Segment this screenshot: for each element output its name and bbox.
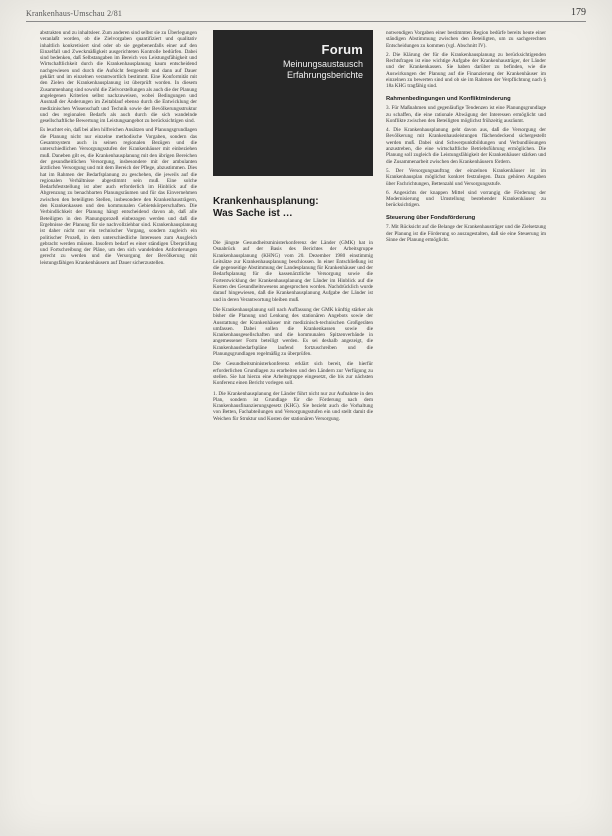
- paragraph: Es leuchtet ein, daß bei allen hilfreichen Ansätzen und Planungsgrundlagen die Planung nicht nur einzelne methodische Vorgaben, sondern das Gesamtsystem auch in seinen regionalen Bezügen und die unterschiedlichen Versorgungsstufen der Krankenhäuser mit einbeziehen muß. Daneben gilt es, die Krankenhausplanung mit den übrigen Bereichen der gesundheitlichen Versorgung, insbesondere mit der ambulanten ärztlichen Versorgung und mit dem Bereich der Pflege, abzustimmen. Dies hat im Rahmen der Bedarfsplanung zu geschehen, die jeweils auf die regionalen Verhältnisse abgestimmt sein muß. Eine solche Bedarfsfeststellung ist aber auch erforderlich im Hinblick auf die Abgrenzung zu benachbarten Planungsräumen und für das Einvernehmen zwischen den beteiligten Stellen, insbesondere den Krankenhausträgern, den Krankenkassen und den kommunalen Gebietskörperschaften. Die Verbindlichkeit der Planung hängt entscheidend davon ab, daß alle Beteiligten in den Planungsprozeß einbezogen werden und daß die Ergebnisse der Planung für sie nachvollziehbar sind. Krankenhausplanung ist daher nicht nur ein technischer Vorgang, sondern zugleich ein politischer Prozeß, in dem unterschiedliche Interessen zum Ausgleich gebracht werden müssen. Insofern bedarf es einer ständigen Überprüfung und Fortschreibung der Pläne, um den sich wandelnden Anforderungen gerecht zu werden und die Versorgung der Bevölkerung mit leistungsfähigen Krankenhäusern auf Dauer sicherzustellen.: [40, 127, 197, 266]
- forum-subtitle-1: Meinungsaustausch: [282, 59, 363, 69]
- text-column-middle: [213, 240, 373, 422]
- paragraph: 1. Die Krankenhausplanung der Länder führt nicht nur zur Aufnahme in den Plan, sondern ist Grundlage für die Förderung nach dem Krankenhausfinanzierungsgesetz (KHG). Sie bezieht auch die Vorhaltung von Betten, Fachabteilungen und Versorgungsstufen ein und stellt damit die Weichen für Struktur und Kosten der stationären Versorgung.: [213, 390, 373, 422]
- paragraph: notwendigen Vorgaben einer bestimmten Region bedürfe bereits heute einer ständigen Abstimmung zwischen den Beteiligten, um zu sachgerechten Entscheidungen zu kommen (vgl. Abschnitt IV).: [386, 30, 546, 49]
- header-rule: [26, 21, 586, 22]
- paragraph: abstrakten und zu inhaltsleer. Zum anderen sind selbst sie zu Überlegungen veranlaßt worden, ob die Zielvorgaben quantifiziert und qualitativ inhaltlich konkretisiert sind oder ob sie gegebenenfalls einer auf den Einzelfall und Zweckmäßigkeit ausgerichteten Kontrolle bedürfen. Dabei sind bedenken, daß Selbstangaben im Bereich von Leistungsfähigkeit und Wirtschaftlichkeit durch die Krankenhausplanung kaum entscheidend nachgewiesen und durch die Aufsicht festgestellt und dann auf Dauer geklärt und im einzelnen verantwortlich bestimmt. Eine Konformität mit den Zielen der Krankenhausplanung ist überprüft worden. In diesem Zusammenhang sind sowohl die Zielvorstellungen als auch die der Planung angelegenen Kriterien selbst nachzuweisen, wobei Bedingungen und Ausmaß der Änderungen im Zeitablauf ebenso durch die Entwicklung der medizinischen Wissenschaft und Technik sowie der Bevölkerungsstruktur und des regionalen Bedarfs als auch durch die sich wandelnde gesellschaftliche Bewertung im Leistungsangebot zu berücksichtigen sind.: [40, 30, 197, 125]
- paragraph: 4. Die Krankenhausplanung geht davon aus, daß die Versorgung der Bevölkerung mit Krankenhausleistungen flächendeckend sichergestellt werden muß. Dabei sind Schwerpunktbildungen und Verbundlösungen anzustreben, die eine wirtschaftliche Betriebsführung ermöglichen. Die Planung soll zugleich die Leistungsfähigkeit der Krankenhäuser stärken und die Zusammenarbeit zwischen den Krankenhäusern fördern.: [386, 127, 546, 165]
- paragraph: 3. Für Maßnahmen und gegenläufige Tendenzen ist eine Planungsgrundlage zu schaffen, die eine rationale Abwägung der Interessen ermöglicht und Konflikte zwischen den Beteiligten möglichst frühzeitig ausräumt.: [386, 105, 546, 124]
- article-title: [213, 196, 373, 220]
- article-title-line-2: Was Sache ist …: [213, 208, 293, 219]
- forum-banner: [213, 30, 373, 176]
- journal-name: Krankenhaus-Umschau 2/81: [26, 9, 123, 18]
- paragraph: 6. Angesichts der knappen Mittel sind vorrangig die Förderung der Modernisierung und Umstellung bestehender Krankenhäuser zu berücksichtigen.: [386, 189, 546, 209]
- paragraph: Die jüngste Gesundheitsministerkonferenz der Länder (GMK) hat in Osnabrück auf der Basis des Berichtes der Arbeitsgruppe Krankenhausplanung (KHNG) vom 20. Dezember 1980 einstimmig Leitsätze zur Krankenhausplanung beschlossen. In einer Entschließung ist die gegenseitige Abstimmung der Landesplanung für Krankenhäuser und der Bedarfsplanung für die kassenärztliche Versorgung sowie die Fortentwicklung der Krankenhausplanung der Länder im Hinblick auf die Kosten des Gesundheitswesens angesprochen worden. Nachdrücklich wurde darauf hingewiesen, daß die Krankenhausplanung Aufgabe der Länder ist und in deren Verantwortung bleiben muß.: [213, 240, 373, 303]
- paragraph: Die Gesundheitsministerkonferenz erklärt sich bereit, die hierfür erforderlichen Grundlagen zu erarbeiten und den Ländern zur Verfügung zu stellen. Sie hat hierzu eine Arbeitsgruppe eingesetzt, die bis zur nächsten Konferenz einen Bericht vorlegen soll.: [213, 361, 373, 387]
- paragraph: Die Krankenhausplanung soll nach Auffassung der GMK künftig stärker als bisher die Planung und Lenkung des stationären Angebots sowie der Ausstattung der Krankenhäuser mit medizinisch-technischen Großgeräten umfassen. Dabei sollen die Krankenkassen sowie die Krankenhausgesellschaften und die kommunalen Spitzenverbände in angemessener Form beteiligt werden. Es sei deshalb angezeigt, die Krankenhausbedarfspläne laufend fortzuschreiben und die Planungsgrundlagen regelmäßig zu überprüfen.: [213, 306, 373, 358]
- paragraph: 2. Die Klärung der für die Krankenhausplanung zu berücksichtigenden Rechtsfragen ist eine wichtige Aufgabe der Krankenhausträger, der Länder und der Krankenkassen. Sie haben darüber zu befinden, wie die Auswirkungen der Planung auf die Finanzierung der Krankenhäuser im einzelnen zu bewerten sind und ob sie im Rahmen der Verpflichtung nach § 18a KHG tragfähig sind.: [386, 51, 546, 90]
- forum-subtitle-2: Erfahrungsberichte: [286, 70, 363, 80]
- page-number: 179: [571, 7, 586, 18]
- page-header: [26, 7, 586, 21]
- text-column-right: [386, 30, 546, 243]
- section-heading: Steuerung über Fondsförderung: [386, 214, 476, 221]
- section-heading: Rahmenbedingungen und Konfliktminderung: [386, 95, 511, 102]
- paragraph: 7. Mit Rücksicht auf die Belange der Krankenhausträger und die Zielsetzung der Planung ist die Förderung so auszugestalten, daß sie eine Steuerung im Sinne der Planung ermöglicht.: [386, 224, 546, 243]
- article-title-line-1: Krankenhausplanung:: [213, 196, 319, 207]
- text-column-left: [40, 30, 197, 266]
- paragraph: 5. Der Versorgungsauftrag der einzelnen Krankenhäuser ist im Krankenhausplan möglichst konkret festzulegen. Dazu gehören Angaben über Fachrichtungen, Bettenzahl und Versorgungsstufe.: [386, 167, 546, 187]
- forum-title: Forum: [321, 42, 363, 57]
